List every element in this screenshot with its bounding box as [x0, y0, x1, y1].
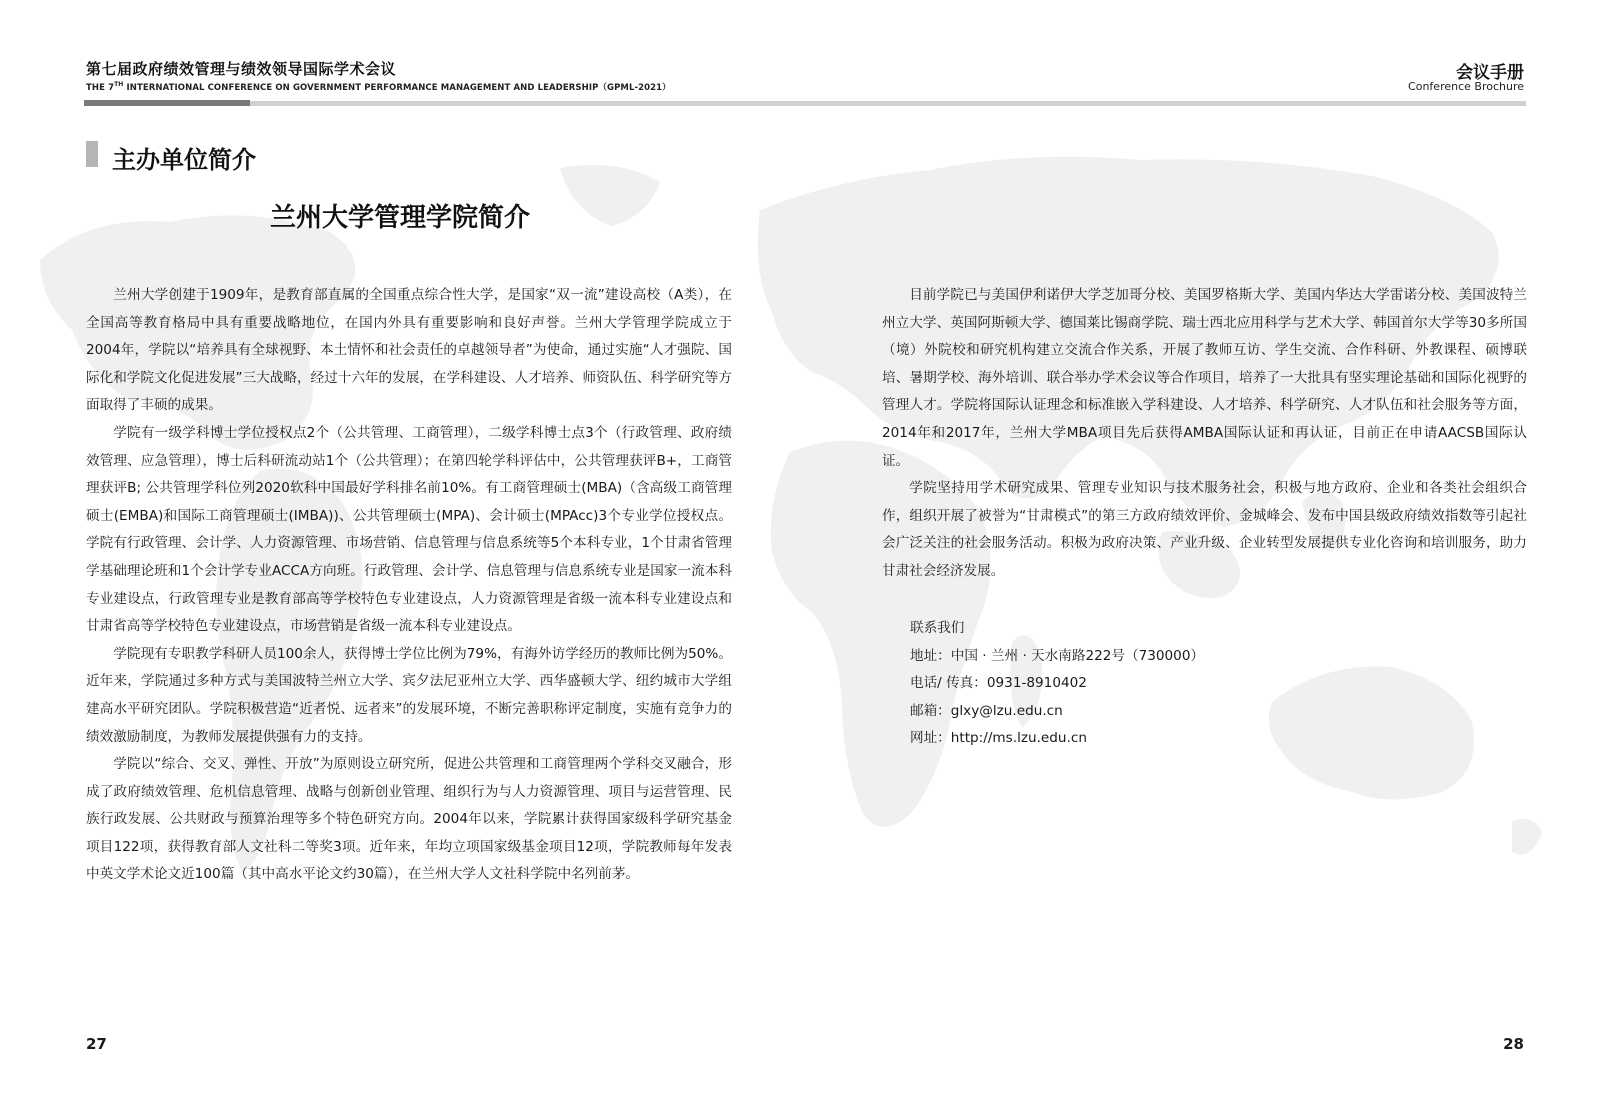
- page-number-right: 28: [1503, 1035, 1524, 1053]
- contact-address: 地址：中国 · 兰州 · 天水南路222号（730000）: [910, 647, 1205, 664]
- contact-phone: 电话/ 传真：0931-8910402: [910, 675, 1087, 692]
- contact-email[interactable]: 邮箱：glxy@lzu.edu.cn: [910, 702, 1063, 719]
- header-rule-light: [250, 101, 1526, 106]
- section-marker: [86, 141, 98, 167]
- paragraph: 学院有一级学科博士学位授权点2个（公共管理、工商管理），二级学科博士点3个（行政管理、政府绩效管理、应急管理），博士后科研流动站1个（公共管理）；在第四轮学科评估中，公共管理获评B+，工商管理获评B; 公共管理学科位列2020软科中国最好学科排名前10%。有工商管理硕士(MBA)（含高级工商管理硕士(EMBA)和国际工商管理硕士(IMBA))、公共管理硕士(MPA)、会计硕士(MPAcc)3个专业学位授权点。学院有行政管理、会计学、人力资源管理、市场营销、信息管理与信息系统等5个本科专业，1个甘肃省管理学基础理论班和1个会计学专业ACCA方向班。行政管理、会计学、信息管理与信息系统专业是国家一流本科专业建设点，行政管理专业是教育部高等学校特色专业建设点，人力资源管理是省级一流本科专业建设点和甘肃省高等学校特色专业建设点，市场营销是省级一流本科专业建设点。: [86, 424, 732, 635]
- paragraph: 学院以“综合、交叉、弹性、开放”为原则设立研究所，促进公共管理和工商管理两个学科交叉融合，形成了政府绩效管理、危机信息管理、战略与创新创业管理、组织行为与人力资源管理、项目与运营管理、民族行政发展、公共财政与预算治理等多个特色研究方向。2004年以来，学院累计获得国家级科学研究基金项目122项，获得教育部人文社科二等奖3项。近年来，年均立项国家级基金项目12项，学院教师每年发表中英文学术论文近100篇（其中高水平论文约30篇），在兰州大学人文社科学院中名列前茅。: [86, 756, 732, 883]
- brochure-title-en: Conference Brochure: [1408, 80, 1524, 93]
- right-text-column: [882, 282, 1527, 586]
- paragraph: 学院现有专职教学科研人员100余人，获得博士学位比例为79%，有海外访学经历的教师比例为50%。近年来，学院通过多种方式与美国波特兰州立大学、宾夕法尼亚州立大学、西华盛顿大学、纽约城市大学组建高水平研究团队。学院积极营造“近者悦、远者来”的发展环境，不断完善职称评定制度，实施有竞争力的绩效激励制度，为教师发展提供强有力的支持。: [86, 645, 732, 745]
- brochure-title-cn: 会议手册: [1456, 63, 1524, 83]
- contact-heading: 联系我们: [910, 620, 965, 636]
- conference-subtitle-en: THE 7TH INTERNATIONAL CONFERENCE ON GOVERNMENT PERFORMANCE MANAGEMENT AND LEADERSHIP（GPML-2021）: [86, 81, 671, 93]
- conference-title: 第七届政府绩效管理与绩效领导国际学术会议: [86, 60, 397, 78]
- paragraph: 学院坚持用学术研究成果、管理专业知识与技术服务社会，积极与地方政府、企业和各类社会组织合作，组织开展了被誉为“甘肃模式”的第三方政府绩效评价、金城峰会、发布中国县级政府绩效指数等引起社会广泛关注的社会服务活动。积极为政府决策、产业升级、企业转型发展提供专业化咨询和培训服务，助力甘肃社会经济发展。: [882, 480, 1527, 579]
- paragraph: 兰州大学创建于1909年，是教育部直属的全国重点综合性大学，是国家“双一流”建设高校（A类），在全国高等教育格局中具有重要战略地位，在国内外具有重要影响和良好声誉。兰州大学管理学院成立于2004年，学院以“培养具有全球视野、本土情怀和社会责任的卓越领导者”为使命，通过实施“人才强院、国际化和学院文化促进发展”三大战略，经过十六年的发展，在学科建设、人才培养、师资队伍、科学研究等方面取得了丰硕的成果。: [86, 287, 732, 414]
- contact-website[interactable]: 网址：http://ms.lzu.edu.cn: [910, 730, 1087, 747]
- left-text-column: [86, 282, 732, 889]
- page-number-left: 27: [86, 1035, 107, 1053]
- page-title: 兰州大学管理学院简介: [270, 203, 531, 233]
- header-rule-dark: [84, 100, 250, 106]
- paragraph: 目前学院已与美国伊利诺伊大学芝加哥分校、美国罗格斯大学、美国内华达大学雷诺分校、美国波特兰州立大学、英国阿斯顿大学、德国莱比锡商学院、瑞士西北应用科学与艺术大学、韩国首尔大学等30多所国（境）外院校和研究机构建立交流合作关系，开展了教师互访、学生交流、合作科研、外教课程、硕博联培、暑期学校、海外培训、联合举办学术会议等合作项目，培养了一大批具有坚实理论基础和国际化视野的管理人才。学院将国际认证理念和标准嵌入学科建设、人才培养、科学研究、人才队伍和社会服务等方面，2014年和2017年，兰州大学MBA项目先后获得AMBA国际认证和再认证，目前正在申请AACSB国际认证。: [882, 287, 1527, 469]
- contact-block: [910, 615, 1204, 753]
- section-title: 主办单位简介: [112, 146, 256, 174]
